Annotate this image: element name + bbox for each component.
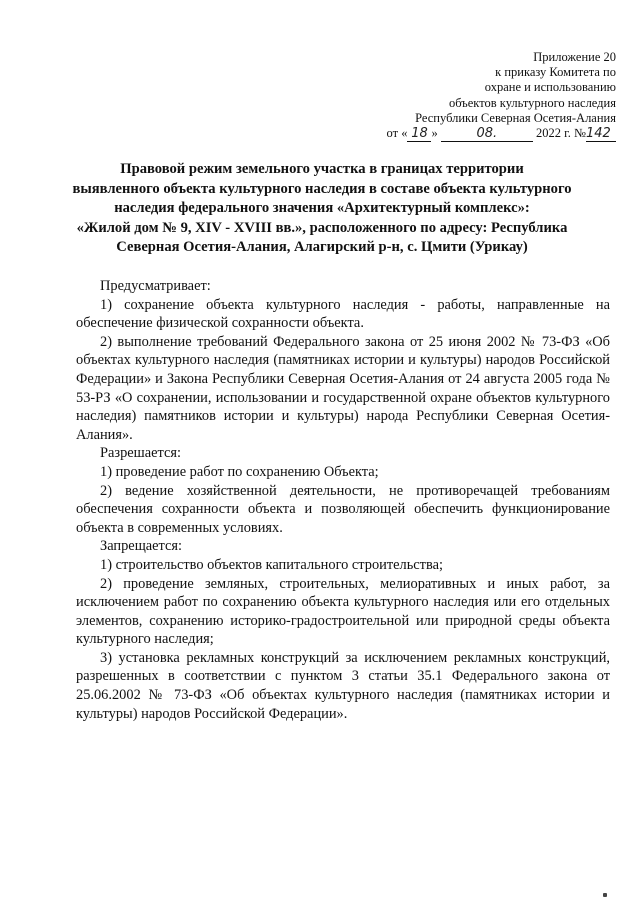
- title-line-1: Правовой режим земельного участка в границах территории: [120, 161, 524, 177]
- allowed-heading: Разрешается:: [100, 445, 181, 462]
- appendix-line-2: к приказу Комитета по: [495, 65, 616, 80]
- date-year: 2022 г. №: [535, 126, 586, 141]
- date-mid: »: [431, 126, 438, 141]
- prohibited-heading: Запрещается:: [100, 538, 183, 555]
- prohibited-item-3: 3) установка рекламных конструкций за исключением рекламных конструкций, разрешенных в соответствии с пунктом 3 статьи 35.1 Федерального закона от 25.06.2002 № 73-ФЗ «Об объектах культурного наследия (памятниках истории и культуры) народов Российской Федерации».: [76, 649, 610, 722]
- document-body: [76, 277, 610, 723]
- title-line-2: выявленного объекта культурного наследия в составе объекта культурного: [72, 180, 572, 197]
- order-number-handwritten: 142: [586, 127, 616, 142]
- title-line-3: наследия федерального значения «Архитектурный комплекс»:: [114, 200, 530, 216]
- order-date-line: [360, 126, 616, 142]
- date-day-handwritten: 18: [407, 127, 431, 142]
- appendix-line-3: охране и использованию: [484, 80, 616, 95]
- title-line-4: «Жилой дом № 9, XIV - XVIII вв.», расположенного по адресу: Республика: [76, 219, 568, 236]
- scan-speck: [603, 893, 607, 897]
- provides-item-1: 1) сохранение объекта культурного наследия - работы, направленные на обеспечение физической сохранности объекта.: [76, 296, 610, 332]
- document-title: [62, 160, 582, 258]
- prohibited-item-1: 1) строительство объектов капитального строительства;: [100, 556, 443, 573]
- appendix-line-5: Республики Северная Осетия-Алания: [415, 110, 616, 125]
- appendix-line-1: Приложение 20: [533, 50, 616, 64]
- appendix-block: [360, 50, 616, 142]
- provides-heading: Предусматривает:: [100, 278, 211, 294]
- allowed-item-1: 1) проведение работ по сохранению Объекта;: [100, 463, 379, 480]
- prohibited-item-2: 2) проведение земляных, строительных, мелиоративных и иных работ, за исключением работ по сохранению объекта культурного наследия или его отдельных элементов, сохранению историко-градостроительной или природной среды объекта культурного наследия;: [76, 575, 610, 648]
- date-month-handwritten: 08.: [441, 127, 533, 142]
- date-prefix: от «: [386, 126, 408, 141]
- appendix-line-4: объектов культурного наследия: [449, 95, 616, 110]
- title-line-5: Северная Осетия-Алания, Алагирский р-н, с. Цмити (Урикау): [116, 239, 528, 255]
- provides-item-2: 2) выполнение требований Федерального закона от 25 июня 2002 № 73-ФЗ «Об объектах культурного наследия (памятниках истории и культуры) народов Российской Федерации» и Закона Республики Северная Осетия-Алания от 24 августа 2005 года № 53-РЗ «О сохранении, использовании и государственной охране объектов культурного наследия) памятников истории и культуры) народа Республики Северная Осетия-Алания».: [76, 333, 610, 443]
- allowed-item-2: 2) ведение хозяйственной деятельности, не противоречащей требованиям обеспечения сохранности объекта и позволяющей обеспечить функционирование объекта в современных условиях.: [76, 482, 610, 536]
